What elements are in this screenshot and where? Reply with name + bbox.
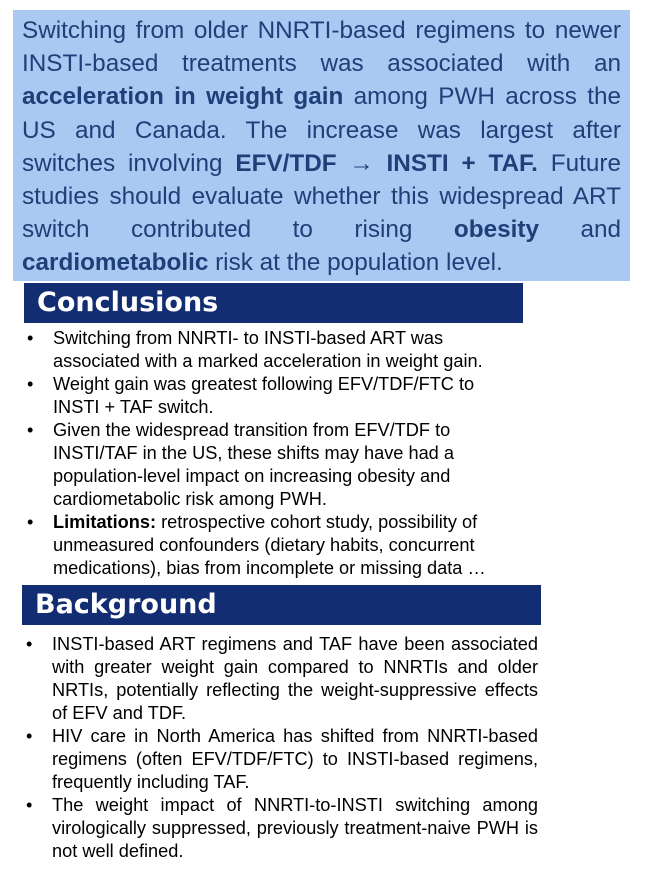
bullet-icon: • — [27, 420, 34, 440]
background-text: INSTI-based ART regimens and TAF have been associated with greater weight gain compared to NNRTIs and older NRTIs, potentially reflecting the weight-suppressive effects of EFV and TDF. — [52, 634, 538, 723]
bullet-icon: • — [26, 795, 33, 815]
summary-text-1: Switching from older NNRTI-based regimens to newer INSTI-based treatments was associated with an — [22, 17, 621, 78]
background-header: Background — [22, 585, 541, 625]
summary-box — [13, 10, 630, 281]
conclusions-list — [27, 327, 519, 580]
limitations-text: retrospective cohort study, possibility of unmeasured confounders (dietary habits, concurrent medications), bias from incomplete or missing data … — [53, 512, 486, 578]
background-text: The weight impact of NNRTI-to-INSTI switching among virologically suppressed, previously treatment-naive PWH is not well defined. — [52, 795, 538, 861]
conclusion-text: Given the widespread transition from EFV/TDF to INSTI/TAF in the US, these shifts may have had a population-level impact on increasing obesity and cardiometabolic risk among PWH. — [53, 420, 454, 509]
summary-bold-switch: EFV/TDF → INSTI + TAF. — [235, 149, 538, 177]
summary-text-5: risk at the population level. — [208, 249, 503, 277]
summary-text-4: and — [539, 216, 622, 244]
summary-bold-weight-gain: acceleration in weight gain — [22, 83, 344, 111]
bullet-icon: • — [27, 512, 34, 532]
list-item — [27, 419, 519, 511]
list-item — [27, 327, 519, 373]
summary-bold-obesity: obesity — [453, 216, 539, 244]
list-item — [26, 794, 538, 863]
conclusions-header: Conclusions — [24, 283, 523, 323]
list-item — [26, 725, 538, 794]
list-item — [27, 511, 519, 580]
list-item — [27, 373, 519, 419]
summary-text-3: Future studies should evaluate whether this widespread ART switch contributed to rising — [22, 149, 621, 244]
background-list — [26, 633, 538, 863]
summary-bold-cardiometabolic: cardiometabolic — [22, 249, 209, 277]
bullet-icon: • — [27, 328, 34, 348]
bullet-icon: • — [27, 374, 34, 394]
bullet-icon: • — [26, 634, 33, 654]
conclusion-text: Switching from NNRTI- to INSTI-based ART was associated with a marked acceleration in weight gain. — [53, 328, 483, 371]
list-item — [26, 633, 538, 725]
summary-text-2: among PWH across the US and Canada. The increase was largest after switches involving — [22, 83, 621, 177]
background-text: HIV care in North America has shifted from NNRTI-based regimens (often EFV/TDF/FTC) to INSTI-based regimens, frequently including TAF. — [52, 726, 538, 792]
limitations-label: Limitations: — [53, 512, 157, 532]
bullet-icon: • — [26, 726, 33, 746]
conclusion-text: Weight gain was greatest following EFV/TDF/FTC to INSTI + TAF switch. — [53, 374, 475, 417]
